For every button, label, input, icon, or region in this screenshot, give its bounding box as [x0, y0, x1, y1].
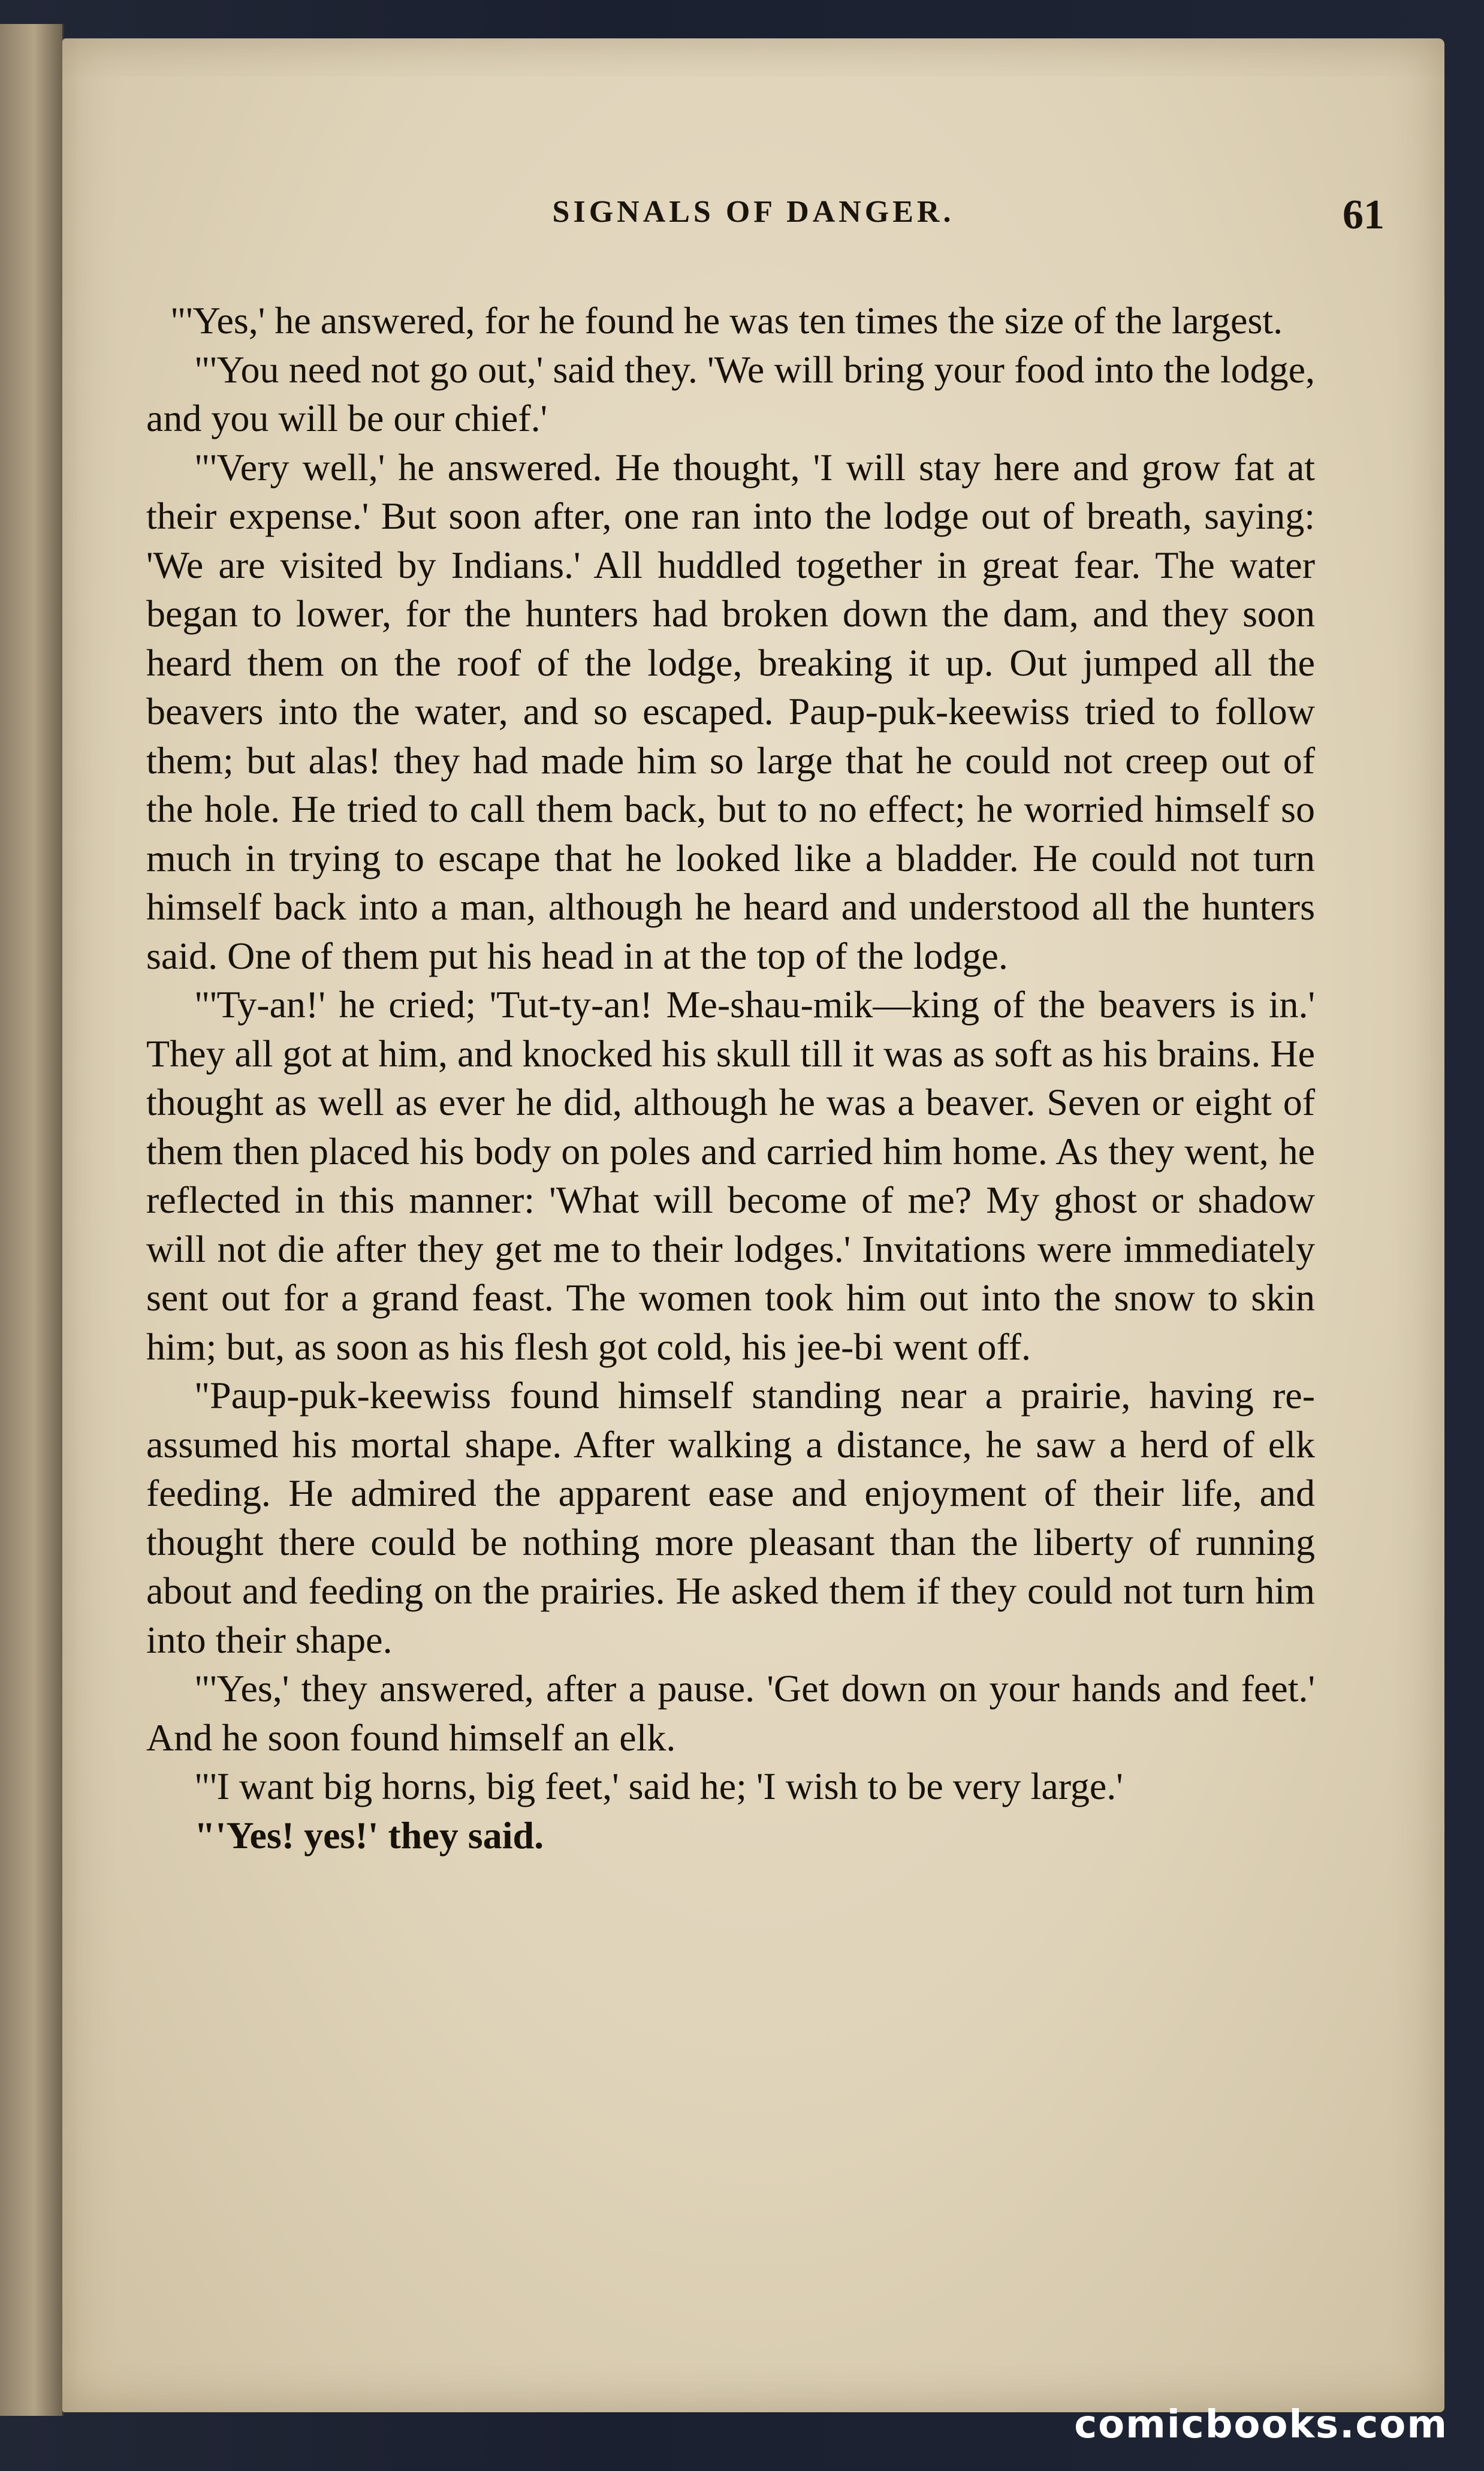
paragraph-6: "'Yes,' they answered, after a pause. 'Get down on your hands and feet.' And he soon found himself an elk. — [146, 1667, 1315, 1759]
paragraph-3: "'Very well,' he answered. He thought, 'I will stay here and grow fat at their expense.' But soon after, one ran into the lodge out of breath, saying: 'We are visited by Indians.' All huddled together in great fear. The water began to lower, for the hunters had broken down the dam, and they soon heard them on the roof of the lodge, breaking it up. Out jumped all the beavers into the water, and so escaped. Paup-puk-keewiss tried to follow them; but alas! they had made him so large that he could not creep out of the hole. He tried to call them back, but to no effect; he worried himself so much in trying to escape that he looked like a bladder. He could not turn himself back into a man, although he heard and understood all the hunters said. One of them put his head in at the top of the lodge. — [146, 445, 1315, 977]
paragraph-7: "'I want big horns, big feet,' said he; 'I wish to be very large.' — [194, 1765, 1123, 1807]
paragraph-1: "'Yes,' he answered, for he found he was ten times the size of the largest. — [170, 299, 1283, 342]
site-watermark: comicbooks.com — [1074, 2403, 1448, 2447]
page-number: 61 — [1343, 192, 1385, 238]
paragraph-2: "'You need not go out,' said they. 'We will bring your food into the lodge, and you will be our chief.' — [146, 348, 1315, 439]
paragraph-5: "Paup-puk-keewiss found himself standing near a prairie, having re-assumed his mortal shape. After walking a distance, he saw a herd of elk feeding. He admired the apparent ease and enjoyment of their life, and thought there could be nothing more pleasant than the liberty of running about and feeding on the prairies. He asked them if they could not turn him into their shape. — [146, 1374, 1315, 1661]
paragraph-8: "'Yes! yes!' they said. — [194, 1813, 544, 1857]
running-head: SIGNALS OF DANGER. — [552, 195, 955, 229]
book-page — [62, 38, 1444, 2412]
adjacent-page-edge — [0, 24, 64, 2416]
paragraph-4: "'Ty-an!' he cried; 'Tut-ty-an! Me-shau-mik—king of the beavers is in.' They all got at him, and knocked his skull till it was as soft as his brains. He thought as well as ever he did, although he was a beaver. Seven or eight of them then placed his body on poles and carried him home. As they went, he reflected in this manner: 'What will become of me? My ghost or shadow will not die after they get me to their lodges.' Invitations were immediately sent out for a grand feast. The women took him out into the snow to skin him; but, as soon as his flesh got cold, his jee-bi went off. — [146, 983, 1315, 1368]
body-text — [146, 296, 1315, 1860]
